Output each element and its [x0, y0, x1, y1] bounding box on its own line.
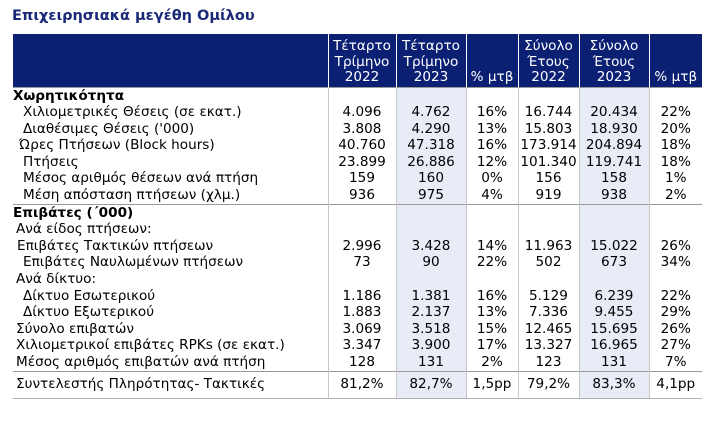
- cell-fy-yoy: 7%: [649, 355, 702, 372]
- cell-fy-yoy: [649, 272, 702, 289]
- cell-fy-2022: 123: [518, 355, 579, 372]
- cell-fy-2023: [579, 272, 649, 289]
- cell-fy-yoy: 26%: [649, 238, 702, 255]
- cell-fy-yoy: 26%: [649, 321, 702, 338]
- cell-fy-yoy: 1%: [649, 171, 702, 188]
- header-fy-2022: Σύνολο Έτους 2022: [518, 34, 579, 88]
- header-q-yoy: % μτβ: [466, 34, 518, 88]
- cell-fy-2022: 16.744: [518, 105, 579, 122]
- cell-fy-yoy: [649, 205, 702, 222]
- row-label: Μέσος αριθμός επιβατών ανά πτήση: [16, 354, 266, 370]
- cell-q4-2022: 159: [328, 171, 396, 188]
- cell-q4-2022: 128: [328, 355, 396, 372]
- cell-q-yoy: 16%: [466, 138, 518, 155]
- cell-fy-2023: 131: [579, 355, 649, 372]
- cell-fy-2023: 18.930: [579, 121, 649, 138]
- cell-fy-2023: 16.965: [579, 338, 649, 355]
- cell-q-yoy: [466, 205, 518, 222]
- cell-fy-2022: 156: [518, 171, 579, 188]
- cell-q4-2023: 3.900: [396, 338, 466, 355]
- cell-fy-2022: [518, 272, 579, 289]
- row-label: Επιβάτες Τακτικών πτήσεων: [17, 237, 214, 254]
- header-label-col: [13, 34, 328, 88]
- cell-fy-yoy: 4,1pp: [649, 372, 702, 399]
- cell-q4-2023: 90: [396, 255, 466, 272]
- cell-q4-2023: 26.886: [396, 154, 466, 171]
- page-title: Επιχειρησιακά μεγέθη Ομίλου: [12, 8, 255, 24]
- cell-fy-2023: 6.239: [579, 288, 649, 305]
- cell-fy-2022: 5.129: [518, 288, 579, 305]
- cell-fy-2023: 20.434: [579, 105, 649, 122]
- table-row: [13, 321, 702, 338]
- cell-q-yoy: [466, 272, 518, 289]
- cell-fy-yoy: 22%: [649, 105, 702, 122]
- cell-fy-2022: [518, 222, 579, 239]
- table-header-row: [13, 34, 702, 88]
- cell-q-yoy: 4%: [466, 188, 518, 205]
- cell-fy-2022: 79,2%: [518, 372, 579, 399]
- cell-q4-2023: 47.318: [396, 138, 466, 155]
- cell-fy-2022: 13.327: [518, 338, 579, 355]
- cell-fy-2022: 101.340: [518, 154, 579, 171]
- row-label: Σύνολο επιβατών: [16, 320, 134, 337]
- table-row: [13, 355, 702, 372]
- cell-fy-2022: 15.803: [518, 121, 579, 138]
- cell-fy-2022: [518, 88, 579, 105]
- cell-q4-2023: 131: [396, 355, 466, 372]
- cell-fy-2022: [518, 205, 579, 222]
- row-label: Διαθέσιμες Θέσεις ('000): [23, 120, 195, 137]
- cell-q4-2023: 82,7%: [396, 372, 466, 399]
- cell-q-yoy: 0%: [466, 171, 518, 188]
- cell-fy-2023: 15.022: [579, 238, 649, 255]
- cell-q-yoy: 16%: [466, 105, 518, 122]
- row-label: Επιβάτες Ναυλωμένων πτήσεων: [23, 254, 244, 271]
- cell-fy-yoy: [649, 222, 702, 239]
- row-label: Επιβάτες (΄000): [13, 205, 328, 222]
- cell-q4-2022: 73: [328, 255, 396, 272]
- cell-q4-2022: 936: [328, 188, 396, 205]
- header-q4-2023: Τέταρτο Τρίμηνο 2023: [396, 34, 466, 88]
- cell-q4-2022: 81,2%: [328, 372, 396, 399]
- table-row: [13, 222, 702, 239]
- cell-q4-2023: [396, 88, 466, 105]
- cell-q4-2022: [328, 88, 396, 105]
- cell-q4-2022: 3.808: [328, 121, 396, 138]
- cell-q-yoy: 13%: [466, 305, 518, 322]
- cell-q-yoy: 13%: [466, 121, 518, 138]
- table-row: [13, 138, 702, 155]
- cell-q4-2023: 4.290: [396, 121, 466, 138]
- cell-q4-2022: 40.760: [328, 138, 396, 155]
- cell-q-yoy: 17%: [466, 338, 518, 355]
- section-header-row: [13, 88, 702, 105]
- cell-fy-2023: 938: [579, 188, 649, 205]
- row-label: Συντελεστής Πληρότητας- Τακτικές: [13, 372, 328, 399]
- table-row: [13, 272, 702, 289]
- cell-q4-2022: 23.899: [328, 154, 396, 171]
- cell-fy-2022: 173.914: [518, 138, 579, 155]
- section-header-row: [13, 205, 702, 222]
- cell-fy-2023: [579, 205, 649, 222]
- cell-q4-2023: [396, 272, 466, 289]
- cell-fy-2023: 119.741: [579, 154, 649, 171]
- header-fy-2023: Σύνολο Έτους 2023: [579, 34, 649, 88]
- cell-fy-2022: 7.336: [518, 305, 579, 322]
- cell-q-yoy: 2%: [466, 355, 518, 372]
- cell-q4-2023: [396, 205, 466, 222]
- cell-q-yoy: 16%: [466, 288, 518, 305]
- header-fy-yoy: % μτβ: [649, 34, 702, 88]
- cell-fy-yoy: 29%: [649, 305, 702, 322]
- cell-q4-2023: 160: [396, 171, 466, 188]
- row-label: Μέσος αριθμός θέσεων ανά πτήση: [23, 170, 259, 187]
- cell-fy-2023: 158: [579, 171, 649, 188]
- cell-fy-2023: 204.894: [579, 138, 649, 155]
- cell-fy-2023: 9.455: [579, 305, 649, 322]
- table-row: [13, 171, 702, 188]
- cell-fy-yoy: 20%: [649, 121, 702, 138]
- cell-q-yoy: 22%: [466, 255, 518, 272]
- row-label: Δίκτυο Εξωτερικού: [23, 304, 155, 321]
- cell-q4-2023: [396, 222, 466, 239]
- cell-q4-2022: 4.096: [328, 105, 396, 122]
- cell-q4-2023: 1.381: [396, 288, 466, 305]
- row-label: Χιλιομετρικοί επιβάτες RPKs (σε εκατ.): [16, 337, 285, 354]
- cell-fy-yoy: 18%: [649, 138, 702, 155]
- row-label: Ανά δίκτυο:: [16, 271, 97, 288]
- cell-q-yoy: 15%: [466, 321, 518, 338]
- cell-q4-2022: 2.996: [328, 238, 396, 255]
- table-row: [13, 288, 702, 305]
- cell-q4-2022: [328, 205, 396, 222]
- table-row: [13, 188, 702, 205]
- row-label: Δίκτυο Εσωτερικού: [23, 287, 156, 304]
- table-row: [13, 255, 702, 272]
- cell-q4-2022: [328, 222, 396, 239]
- cell-fy-2022: 12.465: [518, 321, 579, 338]
- cell-fy-yoy: [649, 88, 702, 105]
- row-label: Μέση απόσταση πτήσεων (χλμ.): [23, 187, 241, 204]
- cell-fy-2022: 919: [518, 188, 579, 205]
- cell-q4-2023: 2.137: [396, 305, 466, 322]
- cell-fy-2023: 673: [579, 255, 649, 272]
- cell-q-yoy: [466, 222, 518, 239]
- cell-fy-yoy: 2%: [649, 188, 702, 205]
- cell-fy-2022: 502: [518, 255, 579, 272]
- table-row: [13, 105, 702, 122]
- cell-q-yoy: 14%: [466, 238, 518, 255]
- cell-q4-2023: 3.428: [396, 238, 466, 255]
- cell-fy-2023: [579, 88, 649, 105]
- row-label: Ανά είδος πτήσεων:: [16, 221, 152, 238]
- row-label: Ώρες Πτήσεων (Block hours): [19, 137, 215, 154]
- cell-q4-2022: 3.069: [328, 321, 396, 338]
- cell-fy-2023: 83,3%: [579, 372, 649, 399]
- table-row: [13, 121, 702, 138]
- table-row: [13, 372, 702, 399]
- cell-q4-2022: 1.186: [328, 288, 396, 305]
- cell-q4-2022: 1.883: [328, 305, 396, 322]
- cell-q-yoy: 12%: [466, 154, 518, 171]
- cell-q4-2023: 975: [396, 188, 466, 205]
- cell-q-yoy: [466, 88, 518, 105]
- table-row: [13, 154, 702, 171]
- row-label: Πτήσεις: [23, 153, 79, 170]
- header-q4-2022: Τέταρτο Τρίμηνο 2022: [328, 34, 396, 88]
- cell-q4-2022: 3.347: [328, 338, 396, 355]
- cell-fy-2023: 15.695: [579, 321, 649, 338]
- table-row: [13, 238, 702, 255]
- row-label: Χιλιομετρικές Θέσεις (σε εκατ.): [23, 104, 242, 121]
- cell-fy-yoy: 22%: [649, 288, 702, 305]
- operating-metrics-table: [13, 34, 702, 399]
- cell-q4-2022: [328, 272, 396, 289]
- table-row: [13, 338, 702, 355]
- cell-fy-yoy: 34%: [649, 255, 702, 272]
- cell-q-yoy: 1,5pp: [466, 372, 518, 399]
- cell-fy-yoy: 27%: [649, 338, 702, 355]
- table-row: [13, 305, 702, 322]
- cell-q4-2023: 4.762: [396, 105, 466, 122]
- row-label: Χωρητικότητα: [13, 88, 328, 105]
- cell-q4-2023: 3.518: [396, 321, 466, 338]
- cell-fy-yoy: 18%: [649, 154, 702, 171]
- cell-fy-2023: [579, 222, 649, 239]
- cell-fy-2022: 11.963: [518, 238, 579, 255]
